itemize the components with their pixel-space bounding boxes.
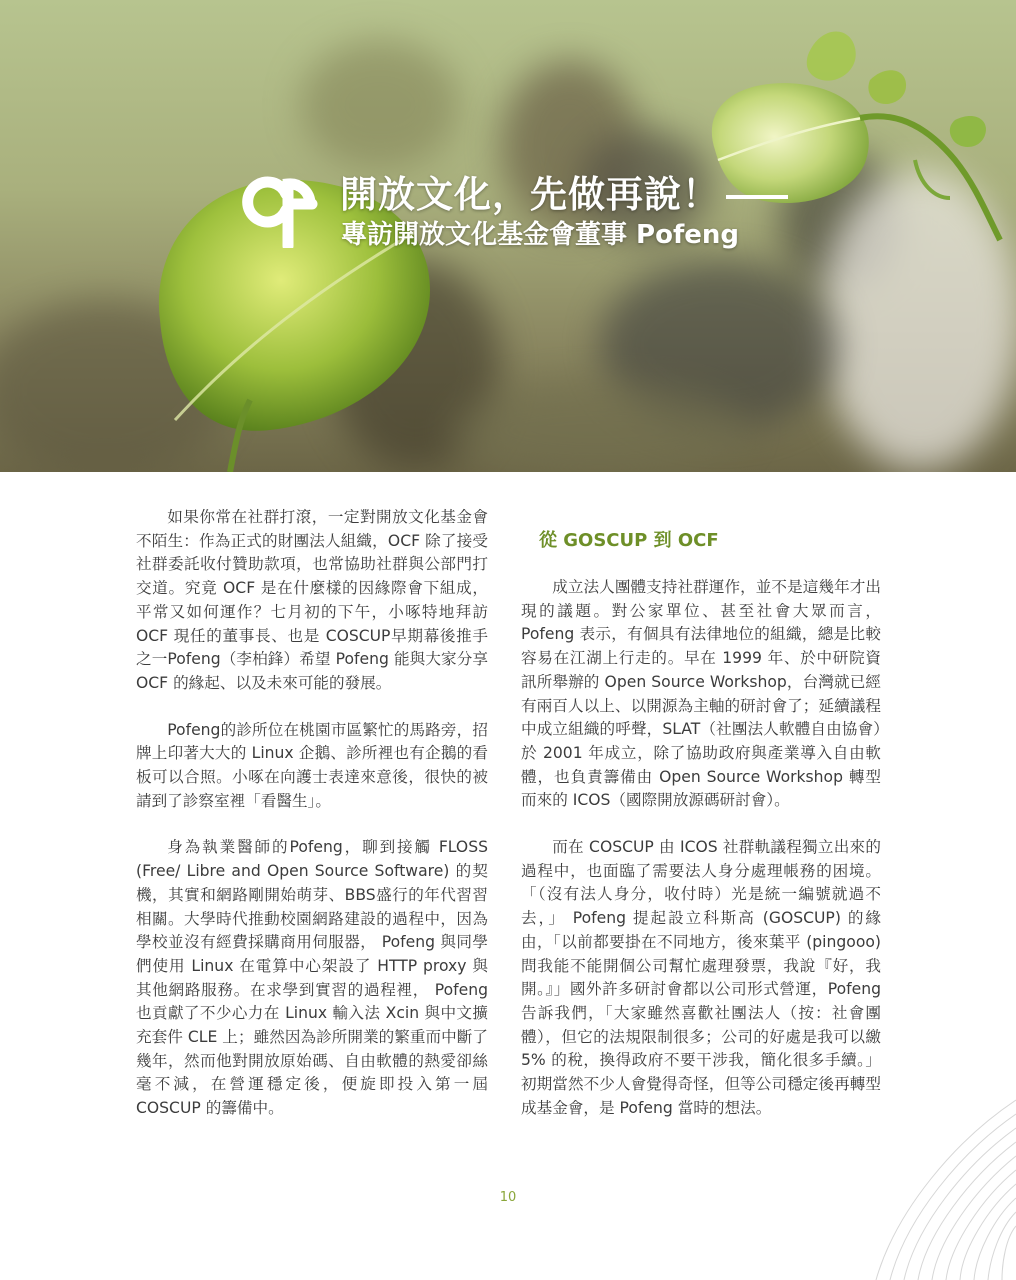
left-column [136, 506, 488, 1121]
right-column [521, 576, 881, 1120]
paragraph: 身為執業醫師的Pofeng，聊到接觸 FLOSS (Free/ Libre and Open Source Software) 的契機，其實和網路剛開始萌芽、BBS盛行的年代習習相關。大學時代推動校園網路建設的過程中，因為學校並沒有經費採購商用伺服器， Pofeng 與同學們使用 Linux 在電算中心架設了 HTTP proxy 與其他網路服務。在求學到實習的過程裡， Pofeng 也貢獻了不少心力在 Linux 輸入法 Xcin 與中文擴充套件 CLE 上；雖然因為診所開業的繁重而中斷了幾年，然而他對開放原始碼、自由軟體的熱愛卻絲毫不減，在營運穩定後，便旋即投入第一屆 COSCUP 的籌備中。 [136, 838, 488, 1118]
ocf-logo-icon [230, 168, 330, 248]
page-number: 10 [499, 1190, 517, 1205]
article-subtitle: 專訪開放文化基金會董事 Pofeng [341, 220, 740, 250]
paragraph: 成立法人團體支持社群運作，並不是這幾年才出現的議題。對公家單位、甚至社會大眾而言， Pofeng 表示，有個具有法律地位的組織，總是比較容易在江湖上行走的。早在 1999 年、於中研院資訊所舉辦的 Open Source Workshop，台灣就已經有兩百人以上、以開源為主軸的研討會了；延續議程中成立組織的呼聲，SLAT（社團法人軟體自由協會）於 2001 年成立，除了協助政府與產業導入自由軟體，也負責籌備由 Open Source Workshop 轉型而來的 ICOS（國際開放源碼研討會）。 [521, 578, 881, 810]
paragraph: Pofeng的診所位在桃園市區繁忙的馬路旁，招牌上印著大大的 Linux 企鵝、診所裡也有企鵝的看板可以合照。小啄在向護士表達來意後，很快的被請到了診察室裡「看醫生」。 [136, 720, 488, 810]
article-title: 開放文化，先做再說！ [340, 164, 788, 218]
title-dash [726, 195, 788, 199]
hero-banner [0, 0, 1016, 472]
section-heading: 從 GOSCUP 到 OCF [539, 530, 719, 551]
swirl-lines-decoration [756, 1080, 1016, 1280]
paragraph: 而在 COSCUP 由 ICOS 社群軌議程獨立出來的過程中，也面臨了需要法人身分處理帳務的困境。「（沒有法人身分，收付時）光是統一編號就過不去，」 Pofeng 提起設立科斯高 (GOSCUP) 的緣由，「以前都要掛在不同地方，後來葉平 (pingooo) 問我能不能開個公司幫忙處理發票，我說『好，我開。』」國外許多研討會都以公司形式營運，Pofeng 告訴我們，「大家雖然喜歡社團法人（按：社會團體），但它的法規限制很多；公司的好處是我可以繳 5% 的稅，換得政府不要干涉我，簡化很多手續。」初期當然不少人會覺得奇怪，但等公司穩定後再轉型成基金會，是 Pofeng 當時的想法。 [521, 838, 881, 1117]
paragraph: 如果你常在社群打滾，一定對開放文化基金會不陌生：作為正式的財團法人組織，OCF 除了接受社群委託收付贊助款項，也常協助社群與公部門打交道。究竟 OCF 是在什麼樣的因緣際會下組成，平常又如何運作？七月初的下午，小啄特地拜訪 OCF 現任的董事長、也是 COSCUP早期幕後推手之一Pofeng（李柏鋒）希望 Pofeng 能與大家分享 OCF 的緣起、以及未來可能的發展。 [136, 508, 488, 692]
